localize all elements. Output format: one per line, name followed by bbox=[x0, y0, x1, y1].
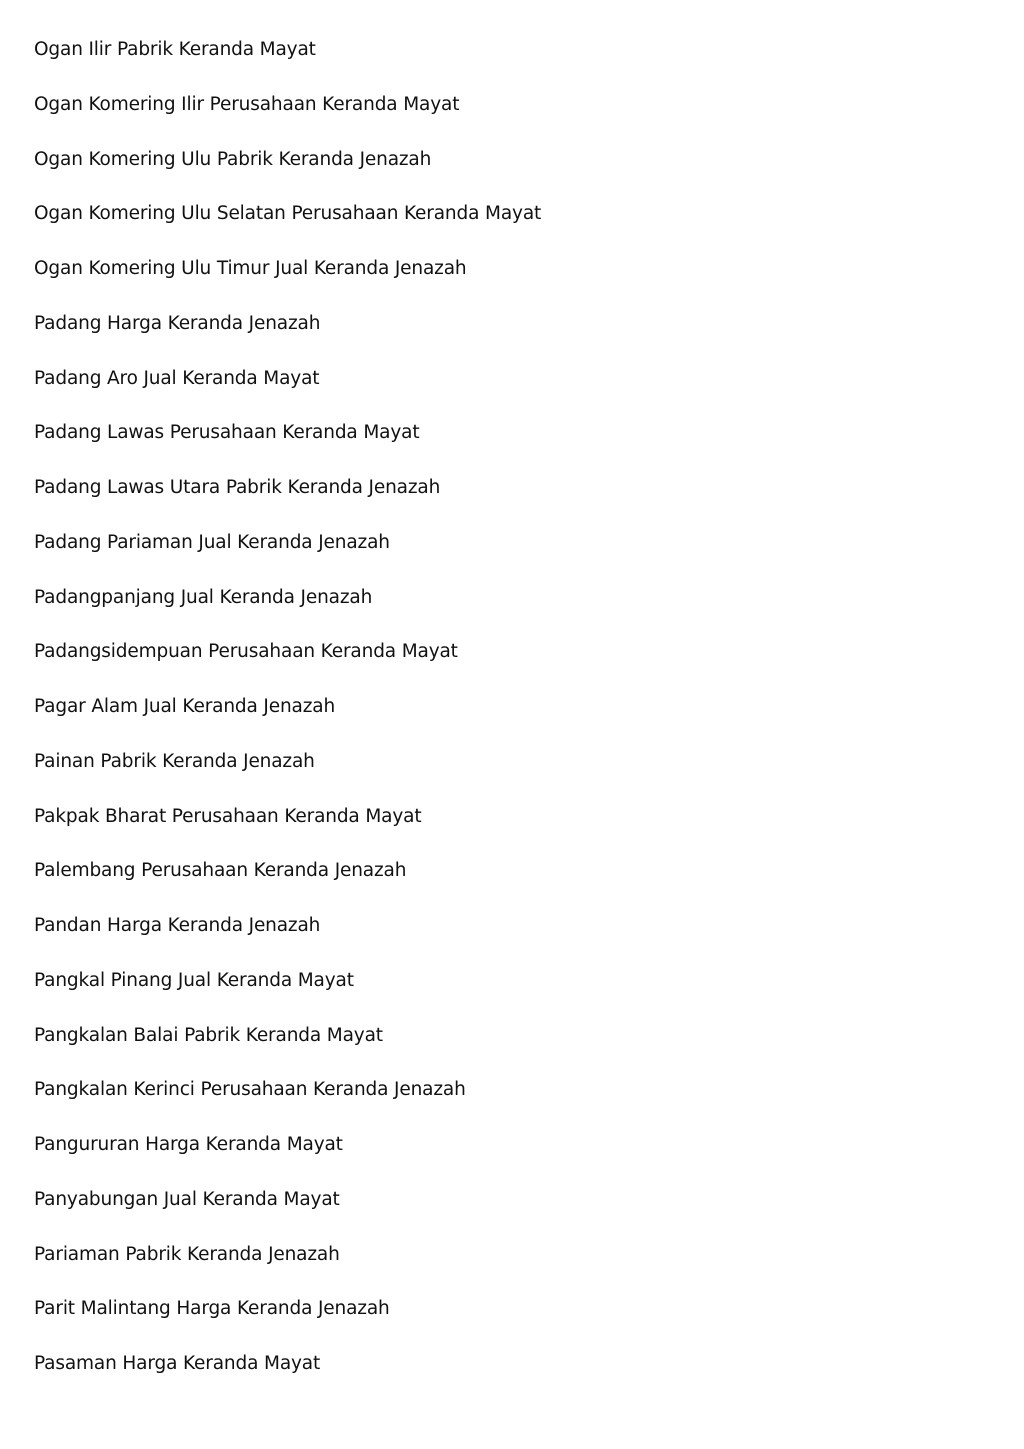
keranda-link-list bbox=[34, 36, 994, 1405]
list-item[interactable]: Pangururan Harga Keranda Mayat bbox=[34, 1134, 343, 1155]
list-item[interactable]: Pandan Harga Keranda Jenazah bbox=[34, 915, 321, 936]
list-item[interactable]: Painan Pabrik Keranda Jenazah bbox=[34, 750, 315, 772]
list-item[interactable]: Pangkal Pinang Jual Keranda Mayat bbox=[34, 969, 354, 991]
list-item[interactable]: Padang Aro Jual Keranda Mayat bbox=[34, 367, 320, 389]
list-item[interactable]: Padang Lawas Perusahaan Keranda Mayat bbox=[34, 422, 420, 444]
list-item[interactable]: Parit Malintang Harga Keranda Jenazah bbox=[34, 1298, 390, 1320]
list-item[interactable]: Ogan Komering Ulu Selatan Perusahaan Keranda Mayat bbox=[34, 203, 542, 225]
list-item[interactable]: Panyabungan Jual Keranda Mayat bbox=[34, 1188, 340, 1210]
list-item[interactable]: Ogan Ilir Pabrik Keranda Mayat bbox=[34, 39, 316, 60]
list-item[interactable]: Pangkalan Kerinci Perusahaan Keranda Jenazah bbox=[34, 1079, 466, 1101]
list-item[interactable]: Pakpak Bharat Perusahaan Keranda Mayat bbox=[34, 805, 422, 827]
list-item[interactable]: Palembang Perusahaan Keranda Jenazah bbox=[34, 860, 407, 882]
list-item[interactable]: Pangkalan Balai Pabrik Keranda Mayat bbox=[34, 1024, 383, 1046]
list-item[interactable]: Pasaman Harga Keranda Mayat bbox=[34, 1353, 321, 1374]
list-item[interactable]: Padangpanjang Jual Keranda Jenazah bbox=[34, 586, 373, 608]
list-item[interactable]: Padang Pariaman Jual Keranda Jenazah bbox=[34, 531, 390, 553]
list-item[interactable]: Padang Harga Keranda Jenazah bbox=[34, 312, 321, 334]
list-item[interactable]: Pagar Alam Jual Keranda Jenazah bbox=[34, 696, 336, 717]
list-item[interactable]: Ogan Komering Ulu Pabrik Keranda Jenazah bbox=[34, 148, 432, 170]
list-item[interactable]: Ogan Komering Ulu Timur Jual Keranda Jenazah bbox=[34, 258, 467, 279]
list-item[interactable]: Padangsidempuan Perusahaan Keranda Mayat bbox=[34, 641, 458, 663]
list-item[interactable]: Padang Lawas Utara Pabrik Keranda Jenazah bbox=[34, 477, 441, 498]
list-item[interactable]: Ogan Komering Ilir Perusahaan Keranda Mayat bbox=[34, 93, 460, 115]
list-item[interactable]: Pariaman Pabrik Keranda Jenazah bbox=[34, 1243, 340, 1265]
